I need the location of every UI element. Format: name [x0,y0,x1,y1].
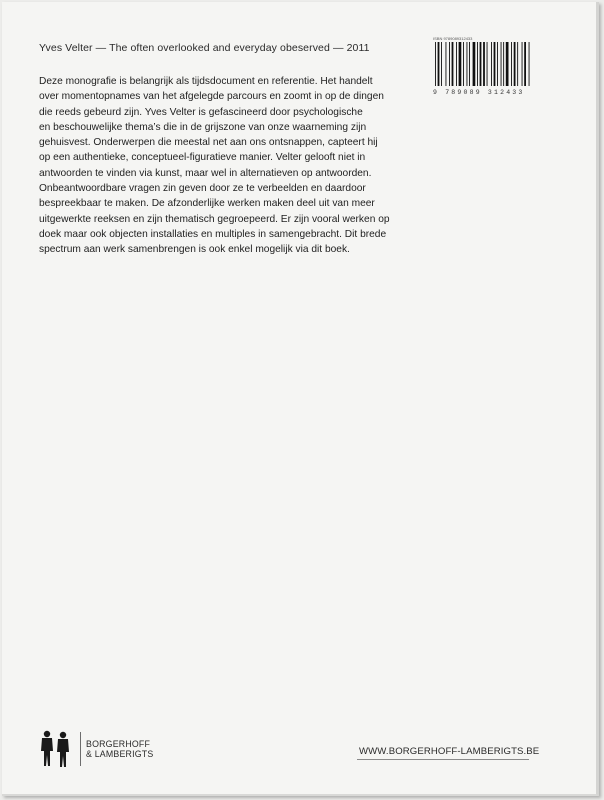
publisher-name-line: & LAMBERIGTS [86,749,154,759]
description-line: die reeds gebeurd zijn. Yves Velter is gefascineerd door psychologische [39,106,363,118]
logo-divider [80,732,81,766]
publisher-name-line: BORGERHOFF [86,739,151,749]
description-line: over momentopnames van het afgelegde parcours en zoomt in op de dingen [39,91,384,103]
description-line: uitgewerkte reeksen en zijn thematisch gegroepeerd. Er zijn vooral werken op [39,213,390,225]
description-text [39,74,421,258]
book-back-cover [2,2,599,796]
isbn-label: ISBN 9789089312433 [433,36,473,41]
publisher-name [86,739,153,759]
description-line: doek maar ook objecten installaties en multiples in samengebracht. Dit brede [39,228,387,240]
isbn-digits: 9 789089 312433 [433,89,525,96]
description-line: bespreekbaar te maken. De afzonderlijke werken maken deel uit van meer [39,198,375,210]
description-line: Onbeantwoordbare vragen zin geven door ze te verbeelden en daardoor [39,183,366,195]
publisher-logo-icon [36,729,76,769]
website-underline-rule [357,759,529,760]
description-line: antwoorden te vinden via kunst, maar wel in alternatieven op antwoorden. [39,167,372,179]
publisher-website: WWW.BORGERHOFF-LAMBERIGTS.BE [359,746,540,757]
description-line: spectrum aan werk samenbrengen is ook enkel mogelijk via dit boek. [39,244,350,256]
barcode-bars [433,42,545,88]
description-line: Deze monografie is belangrijk als tijdsdocument en referentie. Het handelt [39,76,373,87]
description-line: op een authentieke, conceptueel-figuratieve manier. Velter gelooft niet in [39,152,366,164]
description-line: gehuisvest. Onderwerpen die meestal net aan ons ontsnappen, capteert hij [39,137,378,149]
isbn-barcode [433,36,545,100]
title-line: Yves Velter — The often overlooked and everyday obeserved — 2011 [39,42,370,54]
description-line: en beschouwelijke thema’s die in de grijszone van onze waarneming zijn [39,121,367,133]
